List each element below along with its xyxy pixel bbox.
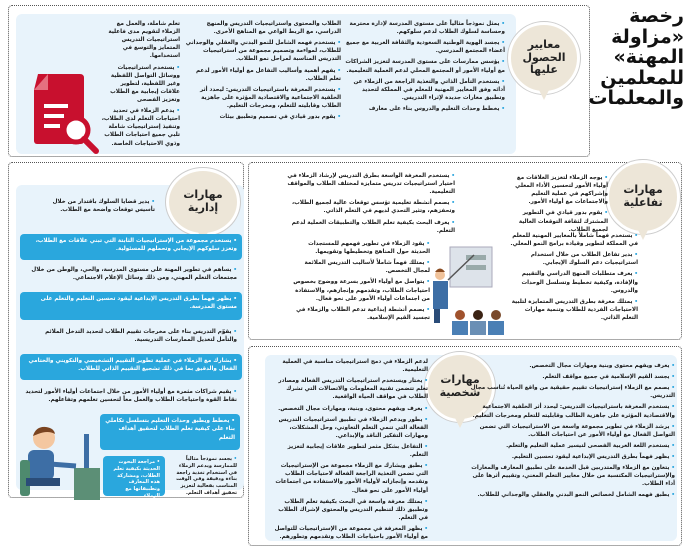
review-box: • مراجعة البحوث الحديثة بكيفية تعلم الطلاب، ومشاركة هذه المعارف وتطبيقاتها مع الزملاء.: [103, 456, 165, 496]
interactive-col-right-top: [508, 174, 608, 237]
list-item: تعلم شاملة، والعمل مع الزملاء لتقويم مدى فاعلية استراتيجيات التدريس المتمايز والتوسع في استخدامها.: [108, 21, 180, 60]
list-item: • يدعم الزملاء في تحديد احتياجات التعلم لدى الطلاب، وتنفيذ إستراتيجيات شاملة تلبي جميع احتياجات الطلاب وذوي الاحتياجات الخاصة.: [100, 107, 180, 148]
admin-heading: مهارات إدارية: [166, 168, 240, 236]
list-item: • يستخدم المعرفة الواسعة بطرق التدريس لإرشاد الزملاء في اختيار استراتيجيات تدريس متمايزة لمختلف الطلاب والمواقف التعليمية.: [275, 172, 455, 196]
personal-col-right: [470, 362, 675, 503]
admin-row: • يظهر فهماً بطرق التدريس الإبداعية ليقود تحسين التعليم والتعلم على مستوى المدرسة.: [20, 292, 242, 320]
criteria-col-left: [100, 20, 180, 151]
list-item: • يستخدم المعرفة باستراتيجيات التدريس: ليحدد أثر الخلفية الاجتماعية والاقتصادية المؤثرة على جاهزية الطالب وقابليته للتعلم ومخرجات التعليم.: [470, 403, 675, 419]
list-item: • يعرف البحث بكيفية تعلم الطلاب والتطبيقات العملية لدعم التعلم.: [275, 219, 455, 235]
teacher-presentation-illustration: [430, 245, 510, 335]
list-item: الطلاب والمحتوى واستراتيجيات التدريس والمنهج الدراسي، مع الربط الواعي مع المناهج الأخرى.: [206, 21, 341, 36]
list-item: • يتعاون مع الزملاء والمتدربين قبل الخدمة على تطبيق المعارف والمعارات والإستراتيجيات المكتسبة من خلال معايير التعلم المعني، وتقييم أثرها على أداء الطلاب.: [470, 464, 675, 488]
list-item: • يطبق ويشارك مع الزملاء مجموعة من الإستراتيجيات التي تضمن التغذية الراجعة الفعالة لاحتياجات الطلاب وتقدمه وإنجازاته لأولياء الأمور والاستفادة من اجتماعات أولياء الأمور على نحو فعال.: [268, 462, 428, 494]
criteria-col-right: [345, 20, 505, 116]
personal-col-left: [268, 358, 428, 544]
list-item: • يعرف ويفهم محتوى وبنية ومهارات مجال التخصص.: [470, 362, 675, 370]
list-item: • يمثل نموذجاً مثالياً على مستوى المدرسة لإدارة محترمة وحساسة لسلوك الطلاب لدعم سلوكهم.: [345, 20, 505, 36]
admin-row: • يساهم في تطوير المهنة على مستوى المدرسة، والحي، والوطن من خلال مجتمعات التعلم المهني، ومن ذلك وسائل الإعلام الاجتماعي.: [20, 266, 242, 283]
list-item: • يستخدم التأمل الذاتي والتغذية الراجعة من الزملاء عن أدائه وفق المعايير المهنية للمعلم في المملكة لتحديد وتطبيق معارات جديدة لإثراء التدريس.: [345, 78, 505, 102]
list-item: • يظهر فهماً بطرق التدريس الإبداعية ليقود تحسين التعليم.: [470, 453, 675, 461]
list-item: • يقوم بدور قيادي في تصميم وتطبيق بيئات: [183, 113, 341, 121]
list-item: • التفاعل بشكل مثمر لتطوير علاقات إيجابية لتعزيز التعلم.: [268, 443, 428, 459]
interactive-col-right-bottom: [508, 232, 638, 325]
list-item: • يجسد القيم الإسلامية في جميع مواقف التعلم.: [470, 373, 675, 381]
list-item: • يمتلك فهماً شاملاً لأساليب التدريس الملائمة لمجال التخصص.: [290, 259, 430, 275]
list-item: • يصمم أنشطة إبداعية تدعم الطلاب والزملاء في تجسيد القيم الإسلامية.: [290, 306, 430, 322]
list-item: • يخطط وحدات التعليم والدروس بناء على معارف: [345, 105, 505, 113]
document-search-icon: [24, 72, 104, 154]
page-title: رخصة «مزاولة المهنة» للمعلمين والمعلمات: [588, 5, 684, 110]
list-item: • يطبق فهمه الشامل لخصائص النمو البدني والعقلي والوجداني للطلاب.: [470, 491, 675, 499]
admin-intro: • يدير قضايا السلوك باقتدار من خلال تأسيس توقعات واضحة مع الطلاب.: [30, 198, 160, 215]
interactive-heading: مهارات تفاعلية: [606, 160, 680, 234]
person-at-computer-illustration: [14, 420, 104, 500]
list-item: • يستخدم استراتيجيات ووسائل التواصل اللفظية وغير اللفظية، لتطوير علاقات إيجابية مع الطلاب وتعزيز الفصحى: [100, 64, 180, 105]
list-item: • يصمم أنشطة تعليمية تؤسس توقعات عالية لجميع الطلاب، وتحفزهم، وتثير التحدي لديهم في التعلم الذاتي.: [275, 199, 455, 215]
list-item: • يستخدم اللغة العربية الفصحى لتيسير عملية التعليم والتعلم.: [470, 442, 675, 450]
list-item: • يقود الزملاء في تطوير فهمهم للمستجدات الحديثة حول المناهج وتخطيطها وتقويمها.: [290, 240, 430, 256]
criteria-heading: معايير الحصول عليها: [508, 22, 580, 94]
admin-row: • يقيم شراكات مثمرة مع أولياء الأمور من خلال اجتماعات أولياء الأمور لتحديد نقاط القوة واحتياجات الطلاب والعمل معاً لتحسين تعلمهم وتفاعلهم.: [20, 388, 242, 405]
list-item: • يمتلك معرفة بطرق التدريس المتمايزة لتلبية الاحتياجات الفردية للطلاب وتنمية مهارات التعلم الذاتي.: [508, 298, 638, 322]
list-item: • يختار ويستخدم استراتيجيات التدريس الفعالة ومصادر تعلم تتضمن تقنية المعلومات والاتصالات التي تشرك الطلاب في مواقف الحياة الواقعية.: [268, 377, 428, 401]
list-item: • يستخدم فهمه الشامل للنمو البدني والعقلي والوجداني للطلاب، لمواءمة وتصميم مجموعة من استراتيجيات التدريس المناسبة لمراحل نمو الطلاب.: [183, 39, 341, 63]
list-item: • يظهر المعرفة في مجموعة من الإستراتيجيات للتواصل مع أولياء الأمور باحتياجات الطلاب وتقدمهم وتطورهم.: [268, 525, 428, 541]
list-item: • يرشد الزملاء في تطوير مجموعة واسعة من الاستراتيجيات التي تضمن التواصل الفعال مع أولياء الأمور عن احتياجات الطلاب.: [470, 423, 675, 439]
list-item: • يمتلك معرفة واسعة في البحث بكيفية تعلم الطلاب وتطبيق ذلك لتنظيم التدريس والمحتوى لإشراك الطلاب في التعلم.: [268, 498, 428, 522]
model-text: • يجسد نموذجاً مثالياً للممارسة ويدعم الزملاء في استخدام تغذية راجعة بناءة ودقيقة وفي الوقت المناسب بفعالية لتعزيز تحقيق أهداف التعلم.: [168, 456, 242, 497]
list-item: • يجسد الهوية الوطنية السعودية والثقافة العربية مع جميع أعضاء المجتمع المدرسي.: [345, 39, 505, 55]
list-item: • يوجه الزملاء لتعزيز العلاقات مع أولياء الأمور لتحسين الأداء المعلي وإشراكهم في عملية التعليم والاجتماعات مع أولياء الأمور.: [508, 174, 608, 206]
list-item: لدعم الزملاء في دمج استراتيجيات مناسبة في العملية التعليمية.: [282, 359, 428, 374]
admin-row: • يستخدم مجموعة من الإستراتيجيات الثابتة التي تبني علاقات مع الطلاب، وتعزز سلوكهم الإيجابي وتحملهم للمسئولية.: [20, 234, 242, 260]
list-item: • يعرف متطلبات المنهج الدراسي والتقييم والإفادة، وكيفية تخطيط وتسلسل الوحدات والدروس.: [508, 270, 638, 294]
interactive-col-left: [275, 172, 455, 238]
plan-box: • يخطط ويطبق وحدات التعليم بتسلسل تكاملي بناء على كيفية تعلم الطلاب لتحقيق أهداف التعلم: [100, 414, 240, 450]
list-item: • يصمم مع الزملاء إستراتيجيات تقييم حقيقية من واقع الحياة تُناسب مجال التدريس.: [470, 384, 675, 400]
list-item: • يتواصل مع أولياء الأمور بسرعة ووضوح بخصوص احتياجات الطلاب، وتقدمهم وإنجازهم، والاستفادة من اجتماعات أولياء الأمور على نحو فعال.: [290, 278, 430, 302]
list-item: • يستخدم المعرفة باستراتيجيات التدريس: ليحدد أثر الخلفية الاجتماعية والاقتصادية المؤثرة على جاهزية الطلاب وقابليته للتعلم، ومخرجات التعليم.: [183, 86, 341, 110]
interactive-col-left-lower: [290, 240, 430, 325]
list-item: • يفهم أهمية وأساليب التفاعل مع أولياء الأمور لدعم تعلم الطلاب.: [183, 67, 341, 83]
list-item: • يدير تفاعل الطلاب من خلال استخدام استراتيجيات دعم السلوك الإيجابي.: [508, 251, 638, 267]
list-item: • يعرف ويفهم محتوى، وبنية، ومهارات مجال التخصص.: [268, 405, 428, 413]
list-item: • يؤسس ممارسات على مستوى المدرسة لتعزيز الشراكات مع أولياء الأمور أو المجتمع المحلي لدعم العملية التعليمية.: [345, 58, 505, 74]
personal-heading: مهارات شخصية: [425, 352, 495, 422]
admin-row: • يقوّم التدريس بناء على مخرجات تقييم الطلاب لتحديد التدخل الملائم والتأمل لتعديل الممارسات التدريسية.: [20, 328, 242, 345]
criteria-col-middle: [183, 20, 341, 124]
list-item: • يطور ويدعم الزملاء في تطبيق استراتيجيات التدريس الفعالة التي تنمي التعلم التعاوني، وحل المشكلات، ومهارات التفكير الناقد والإبداعي.: [268, 416, 428, 440]
admin-row: • يشارك مع الزملاء في عملية تطوير التقييم التشخيصي والتكويني والختامي الفعال والدقيق بما في ذلك تشجيع التقييم الذاتي للطلاب.: [20, 354, 242, 380]
list-item: • يقوم بدور قيادي في التطوير المشترك لثقافة التوقعات العالية لجميع الطلاب.: [508, 209, 608, 233]
list-item: • يستخدم فهماً شاملاً بالمعايير المهنية للمعلم في المملكة لتطوير وقيادة برامج النمو المعلي.: [508, 232, 638, 248]
